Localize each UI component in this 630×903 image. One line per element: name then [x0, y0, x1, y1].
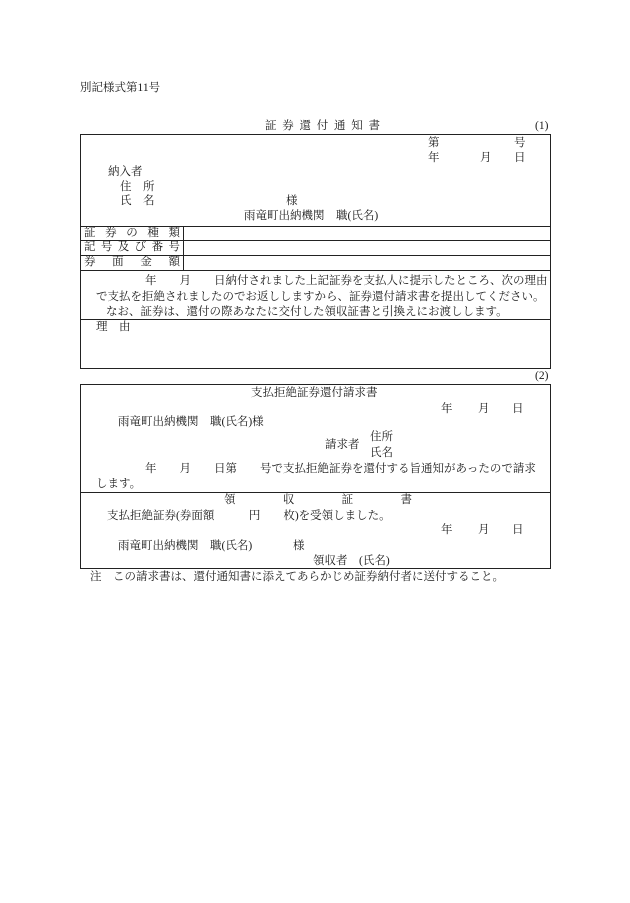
request-title: 支払拒絶証券還付請求書 — [251, 387, 378, 399]
label-char: 通 — [334, 120, 346, 132]
receipt-date-month: 月 — [478, 524, 490, 536]
label-char: 知 — [351, 120, 363, 132]
receipt-title — [224, 494, 412, 506]
request-body-line: します。 — [96, 478, 142, 490]
payer-name-label: 氏 名 — [120, 195, 155, 207]
receipt-text: 支払拒絶証券(券面額 円 枚)を受領しました。 — [107, 510, 391, 522]
table-label-security-type — [84, 227, 180, 239]
label-char: 券 — [84, 256, 96, 268]
table-bottom-rule — [80, 270, 551, 271]
notice-date-year: 年 — [428, 152, 440, 164]
notice-body-line: で支払を拒絶されましたのでお返ししますから、証券還付請求書を提出してください。 — [96, 291, 545, 303]
request-date-day: 日 — [512, 403, 524, 415]
notice-date-day: 日 — [514, 152, 526, 164]
label-char: 号 — [100, 241, 113, 253]
notice-title — [265, 120, 380, 132]
label-char: 額 — [168, 256, 180, 268]
payer-honorific: 様 — [286, 195, 298, 207]
label-char: 記 — [84, 241, 96, 253]
label-char: 収 — [282, 494, 295, 506]
request-date-month: 月 — [478, 403, 490, 415]
label-char: 書 — [400, 494, 412, 506]
receipt-addressee: 雨竜町出納機関 職(氏名) — [118, 540, 253, 552]
receipt-date-day: 日 — [512, 524, 524, 536]
request-addressee: 雨竜町出納機関 職(氏名)様 — [118, 416, 264, 428]
notice-body-line: 年 月 日納付されました上記証券を支払人に提示したところ、次の理由 — [145, 275, 548, 287]
label-char: 領 — [224, 494, 236, 506]
claimant-label: 請求者 — [325, 439, 360, 451]
label-char: 券 — [105, 227, 117, 239]
label-char: 証 — [341, 494, 354, 506]
label-char: 金 — [140, 256, 152, 268]
label-char: 号 — [168, 241, 180, 253]
label-char: 還 — [299, 120, 311, 132]
label-char: 種 — [147, 227, 159, 239]
receipt-rule — [80, 492, 551, 493]
label-char: の — [126, 227, 138, 239]
notice-date-month: 月 — [480, 152, 492, 164]
notice-body-line: なお、証券は、還付の際あなたに交付した領収証書と引換えにお渡しします。 — [106, 306, 508, 318]
label-char: び — [134, 241, 147, 253]
label-char: 付 — [316, 120, 329, 132]
table-label-face-value — [84, 256, 180, 268]
receipt-date-year: 年 — [441, 524, 453, 536]
claimant-name-label: 氏名 — [370, 447, 393, 459]
receipt-recipient-label: 領収者 (氏名) — [313, 555, 390, 567]
label-char: 面 — [112, 256, 124, 268]
notice-issuer: 雨竜町出納機関 職(氏名) — [244, 210, 379, 222]
label-char: 証 — [265, 120, 277, 132]
reason-rule — [80, 319, 551, 320]
footnote: 注 この請求書は、還付通知書に添えてあらかじめ証券納付者に送付すること。 — [90, 571, 504, 583]
label-char: 券 — [282, 120, 294, 132]
reason-label: 理 由 — [96, 321, 131, 333]
label-char: 及 — [117, 241, 130, 253]
table-label-symbol-number — [84, 241, 180, 253]
request-date-year: 年 — [441, 403, 453, 415]
table-column-rule — [183, 226, 184, 270]
notice-number-prefix: 第 — [428, 137, 440, 149]
form-number: 別記様式第11号 — [80, 82, 161, 94]
notice-number-suffix: 号 — [514, 137, 526, 149]
label-char: 番 — [151, 241, 164, 253]
request-section-number: (2) — [535, 370, 549, 382]
label-char: 類 — [168, 227, 180, 239]
notice-section-number: (1) — [535, 120, 549, 132]
claimant-address-label: 住所 — [370, 431, 393, 443]
label-char: 書 — [368, 120, 380, 132]
receipt-honorific: 様 — [293, 540, 305, 552]
payer-address-label: 住 所 — [120, 181, 155, 193]
request-body-line: 年 月 日第 号で支払拒絶証券を還付する旨通知があったので請求 — [145, 463, 536, 475]
payer-label: 納入者 — [108, 166, 143, 178]
label-char: 証 — [84, 227, 96, 239]
